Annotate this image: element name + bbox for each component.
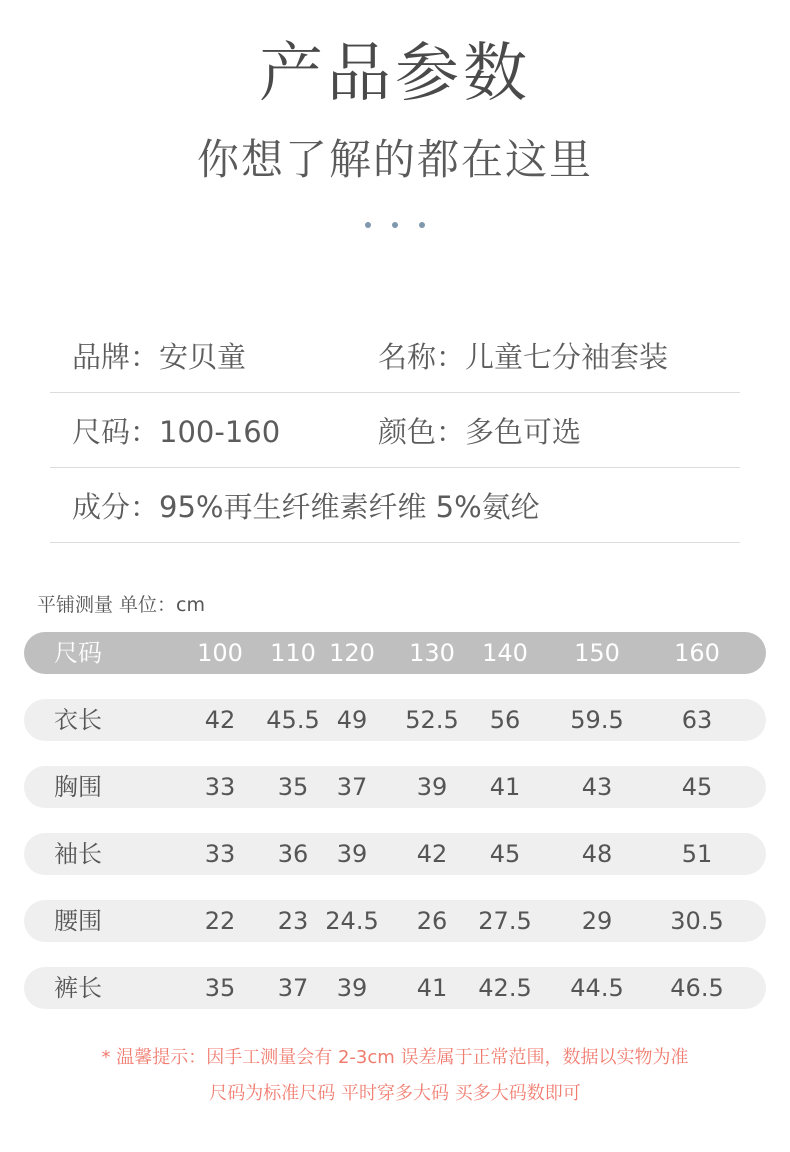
param-color: 颜色：多色可选 [378,414,582,449]
header-cell: 150 [574,639,620,667]
row-label: 衣长 [54,706,102,734]
table-cell: 46.5 [670,974,724,1002]
product-params [50,318,740,543]
table-cell: 45.5 [266,706,320,734]
table-cell: 33 [204,840,236,868]
page-subtitle: 你想了解的都在这里 [196,135,593,184]
table-cell: 36 [277,840,309,868]
table-cell: 39 [336,840,368,868]
table-cell: 59.5 [570,706,624,734]
table-cell: 42 [204,706,236,734]
tip-note-size: 尺码为标准尺码 平时穿多大码 买多大码数即可 [209,1083,581,1104]
tip-note: * 温馨提示：因手工测量会有 2-3cm 误差属于正常范围，数据以实物为准 [101,1047,689,1068]
table-cell: 42.5 [478,974,532,1002]
table-row [24,699,766,741]
header-cell: 160 [674,639,720,667]
header-cell: 100 [197,639,243,667]
table-cell: 24.5 [325,907,379,935]
table-cell: 43 [581,773,613,801]
unit-note: 平铺测量 单位：cm [37,594,205,616]
table-row [24,766,766,808]
row-label: 裤长 [54,974,102,1002]
row-label: 胸围 [54,773,102,801]
header-cell: 110 [270,639,316,667]
dot [365,222,371,228]
table-cell: 41 [416,974,448,1002]
param-size: 尺码：100-160 [72,414,281,449]
table-cell: 35 [204,974,236,1002]
table-cell: 39 [416,773,448,801]
table-row [24,833,766,875]
table-cell: 51 [681,840,713,868]
table-cell: 33 [204,773,236,801]
table-cell: 45 [681,773,713,801]
row-label: 腰围 [54,907,102,935]
table-cell: 42 [416,840,448,868]
table-row [24,900,766,942]
page-title: 产品参数 [259,37,531,111]
param-brand: 品牌：安贝童 [72,339,247,374]
param-composition: 成分：95%再生纤维素纤维 5%氨纶 [72,489,540,524]
params-row [50,468,740,543]
table-cell: 29 [581,907,613,935]
header-cell: 140 [482,639,528,667]
table-cell: 30.5 [670,907,724,935]
table-cell: 44.5 [570,974,624,1002]
table-header-row [24,632,766,674]
table-cell: 49 [336,706,368,734]
table-cell: 52.5 [405,706,459,734]
header-cell: 尺码 [54,639,102,667]
table-cell: 26 [416,907,448,935]
table-cell: 39 [336,974,368,1002]
header-cell: 130 [409,639,455,667]
header-cell: 120 [329,639,375,667]
size-table [24,632,766,1034]
table-cell: 27.5 [478,907,532,935]
table-cell: 23 [277,907,309,935]
table-cell: 37 [277,974,309,1002]
table-cell: 63 [681,706,713,734]
params-row [50,393,740,468]
dot [392,222,398,228]
table-cell: 35 [277,773,309,801]
param-name: 名称：儿童七分袖套装 [378,339,669,374]
row-label: 袖长 [54,840,102,868]
table-cell: 22 [204,907,236,935]
table-cell: 45 [489,840,521,868]
table-cell: 56 [489,706,521,734]
params-row [50,318,740,393]
table-row [24,967,766,1009]
dots-divider [0,222,790,228]
table-cell: 48 [581,840,613,868]
dot [419,222,425,228]
table-cell: 41 [489,773,521,801]
table-cell: 37 [336,773,368,801]
